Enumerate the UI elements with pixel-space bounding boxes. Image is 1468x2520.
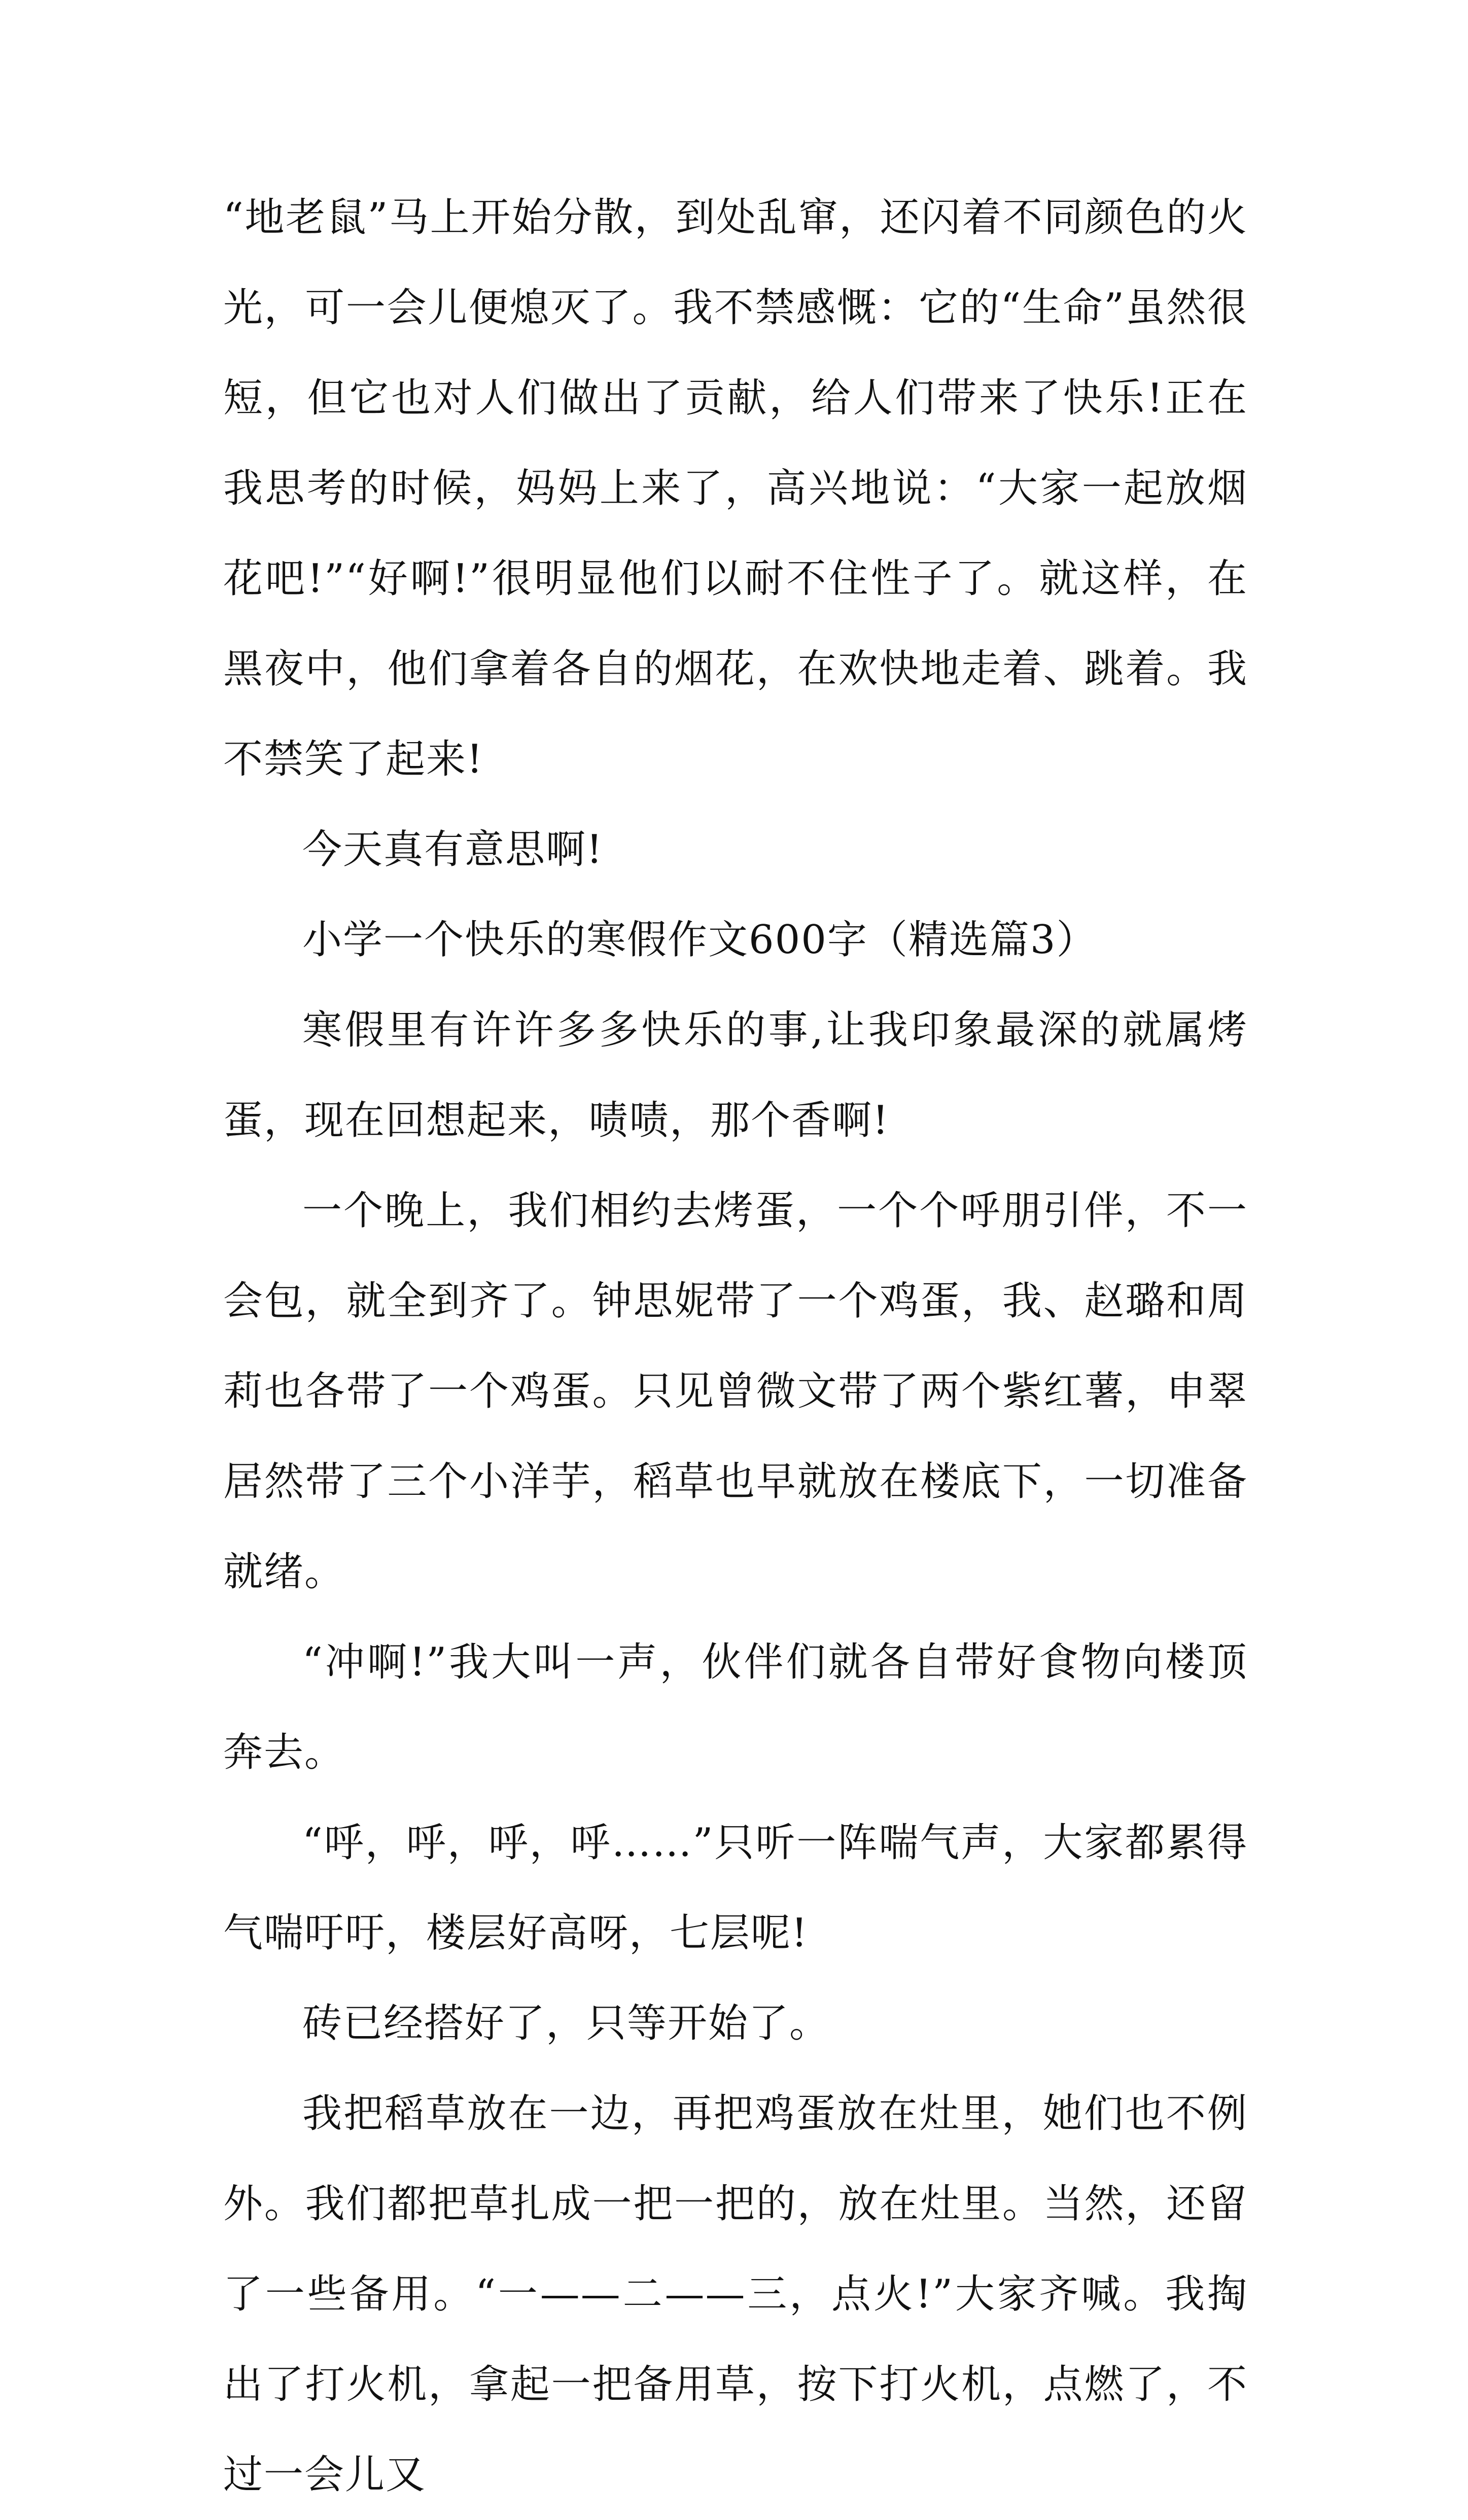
paragraph-7: 砖已经搭好了，只等开始了。 bbox=[302, 2001, 830, 2046]
paragraph-8: 我把稻草放在一边，再把鸡蛋放在灶里，她们也不例外。我们都把草扎成一把一把的，放在灶里。当然，还留了一些备用。“一——二——三，点火!”大家齐喊。我掏出了打火机，拿起一把备用草，按下打火机，点燃了，不过一会儿又 bbox=[223, 2091, 1248, 2498]
paragraph-4: 一个晚上，我们相约去烤蛋，一个个呼朋引伴，不一会包，就全到齐了。钟思妮带了一个鸡蛋，我、赵璐和周莉也各带了一个鸡蛋。只见曾微文带了两个紫红薯，申翠居然带了三个小洋芋，稻草也早就放在楼底下，一切准备就绪。 bbox=[223, 1188, 1248, 1595]
paragraph-3: 寒假里有许许多多快乐的事,让我印象最深的就属烤蛋，现在回想起来，啧啧，那个香啊! bbox=[223, 1007, 1248, 1143]
paragraph-6: “呼，呼，呼，呼……”只听一阵喘气声，大家都累得气喘吁吁，楼层好高呀，七层呢! bbox=[223, 1820, 1248, 1956]
section-title: 小学一个快乐的寒假作文600字（精选篇3） bbox=[302, 917, 1097, 963]
paragraph-1: “地老鼠”马上开始分散，到处乱窜，还闪着不同颜色的火光，可一会儿便熄灭了。我不禁感慨：它的“生命”虽然很短，但它也对人们做出了贡献，给人们带来了快乐!正在我思考的时候，妈妈上来了，高兴地说：“大家一起放烟花吧!”“好啊!”很明显他们以耐不住性子了。就这样，在黑夜中，他们拿着各自的烟花，在欢快地走着、跳着。我不禁笑了起来! bbox=[223, 195, 1248, 782]
paragraph-5: “冲啊!”我大叫一声，伙伴们就各自带好食物向楼顶奔去。 bbox=[223, 1639, 1248, 1775]
document-body bbox=[223, 172, 1248, 2520]
paragraph-2: 今天真有意思啊! bbox=[302, 827, 604, 872]
